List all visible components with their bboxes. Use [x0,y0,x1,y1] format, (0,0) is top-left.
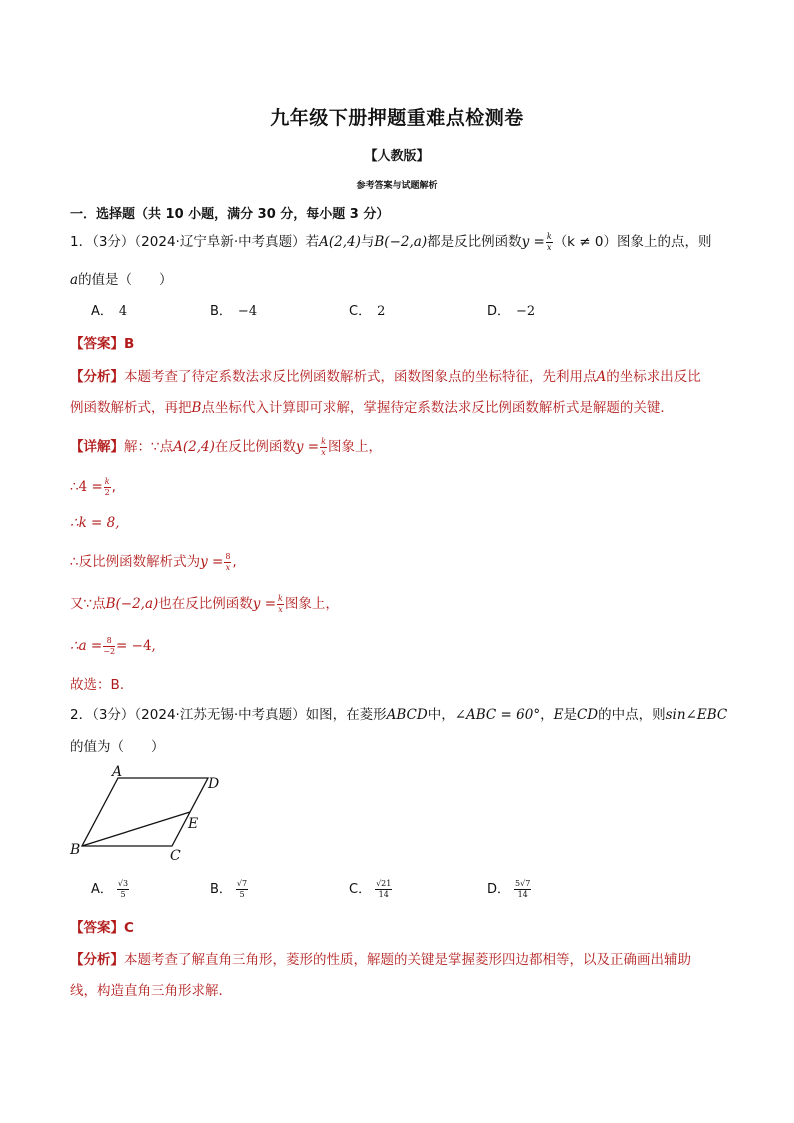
q1-stem-line2: a的值是（ ） [70,272,173,288]
q2-option-a[interactable]: A． $\frac{√3}{5}$ [91,879,129,899]
rhombus-figure [66,764,236,864]
q2-analysis-line1: 【分析】本题考查了解直角三角形，菱形的性质，解题的关键是掌握菱形四边都相等，以及正确画出辅助 [70,952,691,968]
q1-analysis-line2: 例函数解析式，再把B点坐标代入计算即可求解，掌握待定系数法求反比例函数解析式是解题的关键． [70,400,674,416]
q1-step5: ∴a = $\frac{8}{-2}$ = −4, [70,635,156,656]
section-heading: 一．选择题（共 10 小题，满分 30 分，每小题 3 分） [70,207,390,222]
label-b: B [70,842,81,858]
page-subtitle: 参考答案与试题解析 [356,181,438,191]
q1-answer: 【答案】B [70,336,135,352]
q1-detail-line1: 【详解】解：∵点A(2,4)在反比例函数y = $\frac{k}{x}$ 图象上， [70,436,382,457]
q2-stem-line1: 2．（3分）（2024·江苏无锡·中考真题）如图，在菱形ABCD中，∠ABC = 60°，E是CD的中点，则sin∠EBC [70,707,728,723]
q2-stem-line2: 的值为（ ） [70,739,165,755]
q1-option-d[interactable]: D． −2 [487,304,536,319]
q1-option-c[interactable]: C． 2 [349,304,386,319]
edition-label: 【人教版】 [364,149,430,164]
label-e: E [188,816,199,832]
q1-analysis-line1: 【分析】本题考查了待定系数法求反比例函数解析式，函数图象点的坐标特征，先利用点A的坐标求出反比 [70,369,701,385]
q1-stem-line1: 1．（3分）（2024·辽宁阜新·中考真题）若A(2,4)与B(−2,a)都是反比例函数y = $\frac{k}{x}$ （k ≠ 0）图象上的点，则 [70,231,712,252]
segment-be [82,812,190,846]
q1-step4: 又∵点B(−2,a)也在反比例函数y = $\frac{k}{x}$ 图象上， [70,593,339,614]
q2-analysis-line2: 线，构造直角三角形求解． [70,983,232,999]
label-d: D [208,776,220,792]
q1-step2: ∴k = 8, [70,515,120,531]
page-title: 九年级下册押题重难点检测卷 [270,107,524,129]
q1-step1: ∴4 = $\frac{k}{2}$ , [70,476,116,497]
q1-option-b[interactable]: B． −4 [210,304,258,319]
q1-option-a[interactable]: A． 4 [91,304,128,319]
label-c: C [170,848,181,864]
q2-answer: 【答案】C [70,920,134,936]
q2-option-d[interactable]: D． $\frac{5√7}{14}$ [487,879,531,899]
label-a: A [112,764,123,780]
q1-step3: ∴反比例函数解析式为y = $\frac{8}{x}$ , [70,551,237,572]
q2-option-b[interactable]: B． $\frac{√7}{5}$ [210,879,248,899]
q1-final: 故选：B. [70,677,125,693]
q2-option-c[interactable]: C． $\frac{√21}{14}$ [349,879,392,899]
